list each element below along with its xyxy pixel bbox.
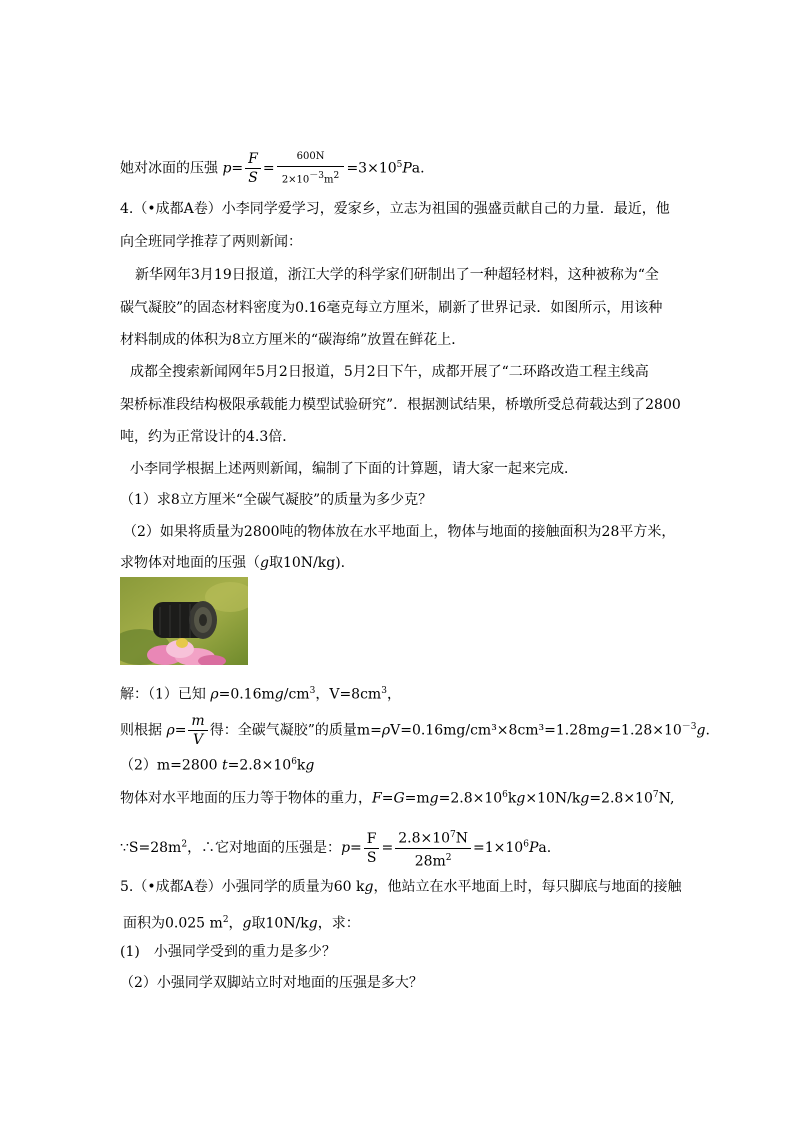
symbol-p: p bbox=[222, 160, 232, 177]
text: =1.28×10 bbox=[609, 722, 682, 739]
news2-line2: 架桥标准段结构极限承载能力模型试验研究”．根据测试结果，桥墩所受总荷载达到了2800 bbox=[120, 397, 681, 413]
symbol-g: g bbox=[429, 790, 439, 807]
den-exp: 2 bbox=[445, 852, 452, 863]
equals: = bbox=[381, 840, 394, 857]
exp: 6 bbox=[291, 757, 297, 767]
unit-p: P bbox=[402, 160, 412, 177]
news1-line2: 碳气凝胶”的固态材料密度为0.16毫克每立方厘米，刷新了世界记录．如图所示，用该种 bbox=[120, 300, 663, 316]
text: ，∴它对地面的压强是： bbox=[187, 840, 342, 857]
text: （2）m=2800 bbox=[120, 757, 222, 774]
exp: －3 bbox=[681, 721, 697, 732]
text: 得：全碳气凝胶”的质量m= bbox=[209, 722, 382, 739]
result-exp: 5 bbox=[396, 160, 403, 171]
exp: 3 bbox=[309, 686, 316, 696]
exp: 2 bbox=[222, 915, 229, 925]
text: =2.8×10 bbox=[589, 790, 653, 807]
news2-line1: 成都全搜索新闻网年5月2日报道，5月2日下午，成都开展了“二环路改造工程主线高 bbox=[130, 364, 649, 380]
den-exp: －3 bbox=[309, 171, 325, 181]
symbol-G: G bbox=[393, 790, 405, 807]
text: V=0.16mg/cm³×8cm³=1.28m bbox=[390, 722, 601, 739]
num-part: 2.8×10 bbox=[398, 830, 451, 847]
equals: = bbox=[350, 840, 362, 857]
text: k bbox=[507, 790, 517, 807]
numerator bbox=[395, 826, 471, 849]
text: 则根据 bbox=[120, 722, 167, 739]
exp: 6 bbox=[502, 790, 508, 800]
denominator bbox=[395, 849, 471, 871]
q5-sub1: (1) 小强同学受到的重力是多少？ bbox=[120, 944, 336, 960]
fraction-m-over-v bbox=[188, 712, 207, 749]
symbol-p: p bbox=[341, 840, 351, 857]
text: 取10N/kg). bbox=[268, 555, 346, 571]
sol4-line1 bbox=[120, 681, 401, 705]
symbol-F: F bbox=[372, 790, 382, 807]
equals: = bbox=[174, 722, 187, 739]
text: 取10N/k bbox=[251, 915, 309, 932]
q4-line2: 向全班同学推荐了两则新闻： bbox=[120, 234, 302, 250]
numerator: m bbox=[188, 712, 207, 731]
denominator: S bbox=[248, 170, 258, 187]
carbon-sponge-photo bbox=[120, 577, 248, 665]
text: 求物体对地面的压强（ bbox=[120, 555, 260, 571]
exp: 3 bbox=[381, 686, 387, 696]
text: ，V=8cm bbox=[315, 686, 382, 703]
text: N, bbox=[658, 790, 675, 807]
denominator: S bbox=[366, 849, 377, 866]
text: ×10N/k bbox=[525, 790, 581, 807]
fraction-values bbox=[277, 148, 345, 189]
q4-intro: 小李同学根据上述两则新闻，编制了下面的计算题，请大家一起来完成． bbox=[130, 461, 578, 477]
q4-sub2-line1: （2）如果将质量为2800吨的物体放在水平地面上，物体与地面的接触面积为28平方米， bbox=[123, 524, 676, 540]
denominator: V bbox=[193, 732, 204, 748]
symbol-rho: ρ bbox=[210, 686, 219, 703]
symbol-g: g bbox=[242, 915, 252, 932]
exp: 7 bbox=[652, 790, 659, 800]
numerator: F bbox=[364, 830, 380, 849]
q4-sub2-line2 bbox=[120, 553, 345, 573]
symbol-g: g bbox=[516, 790, 526, 807]
fraction-f-over-s bbox=[364, 830, 380, 867]
equals: = bbox=[231, 160, 244, 177]
text: =2.8×10 bbox=[227, 757, 292, 774]
carbon-sponge-on-flower-image bbox=[120, 577, 248, 665]
num-unit: N bbox=[455, 830, 469, 847]
result: =3×10 bbox=[346, 160, 397, 177]
fraction-values bbox=[395, 826, 471, 870]
den-unit: m bbox=[324, 174, 334, 186]
q5-line1 bbox=[120, 877, 681, 897]
text: 她对冰面的压强 bbox=[120, 160, 223, 177]
numerator: F bbox=[245, 150, 261, 169]
unit: a. bbox=[538, 840, 552, 857]
text: = bbox=[381, 790, 394, 807]
symbol-g: g bbox=[274, 686, 284, 703]
news2-line3: 吨，约为正常设计的4.3倍． bbox=[120, 429, 297, 445]
denominator bbox=[277, 167, 345, 189]
q5-line2 bbox=[123, 910, 360, 934]
den-part: 28m bbox=[414, 853, 446, 870]
text: /cm bbox=[283, 686, 310, 703]
unit-p: P bbox=[528, 840, 539, 857]
text: k bbox=[296, 757, 306, 774]
equals: = bbox=[262, 160, 275, 177]
text: 面积为0.025 m bbox=[123, 915, 223, 932]
symbol-rho: ρ bbox=[166, 722, 175, 739]
symbol-g: g bbox=[580, 790, 590, 807]
text: ∵S=28m bbox=[120, 840, 182, 857]
sol4-line5 bbox=[120, 826, 551, 870]
symbol-rho: ρ bbox=[381, 722, 391, 739]
numerator: 600N bbox=[277, 148, 345, 167]
text: 5.（•成都A卷）小强同学的质量为60 k bbox=[120, 879, 365, 895]
text: ，他站立在水平地面上时，每只脚底与地面的接触 bbox=[373, 879, 682, 895]
q4-line1: 4.（•成都A卷）小李同学爱学习，爱家乡，立志为祖国的强盛贡献自己的力量．最近，他 bbox=[120, 201, 670, 217]
exp: 2 bbox=[181, 839, 188, 850]
text: 物体对水平地面的压力等于物体的重力， bbox=[120, 790, 372, 807]
fraction-f-over-s bbox=[245, 150, 261, 187]
news1-line3: 材料制成的体积为8立方厘米的“碳海绵”放置在鲜花上． bbox=[120, 332, 466, 348]
text: ， bbox=[228, 915, 243, 932]
text: 解：（1）已知 bbox=[120, 686, 211, 703]
text: . bbox=[705, 722, 710, 739]
num-exp: 7 bbox=[450, 830, 456, 840]
symbol-g: g bbox=[696, 722, 706, 739]
sol4-line4 bbox=[120, 785, 674, 809]
ice-pressure-line bbox=[120, 148, 425, 189]
text: =2.8×10 bbox=[438, 790, 503, 807]
symbol-g: g bbox=[600, 722, 610, 739]
symbol-g: g bbox=[260, 555, 269, 571]
text: ， bbox=[386, 686, 401, 703]
symbol-t: t bbox=[222, 757, 228, 774]
q4-sub1: （1）求8立方厘米“全碳气凝胶”的质量为多少克？ bbox=[120, 492, 433, 508]
den-exp2: 2 bbox=[333, 171, 340, 181]
result-exp: 6 bbox=[523, 839, 529, 850]
result: =1×10 bbox=[473, 840, 524, 857]
news1-line1: 新华网年3月19日报道，浙江大学的科学家们研制出了一种超轻材料，这种被称为“全 bbox=[135, 267, 659, 283]
sol4-line3 bbox=[120, 752, 314, 776]
symbol-g: g bbox=[364, 879, 374, 895]
symbol-g: g bbox=[305, 757, 315, 774]
sol4-line2 bbox=[120, 712, 710, 749]
text: =0.16m bbox=[218, 686, 275, 703]
q5-sub2: （2）小强同学双脚站立时对地面的压强是多大？ bbox=[120, 975, 423, 991]
symbol-g: g bbox=[308, 915, 318, 932]
den-part: 2×10 bbox=[281, 174, 310, 186]
unit: a. bbox=[411, 160, 425, 177]
text: =m bbox=[404, 790, 430, 807]
text: ，求： bbox=[317, 915, 360, 932]
